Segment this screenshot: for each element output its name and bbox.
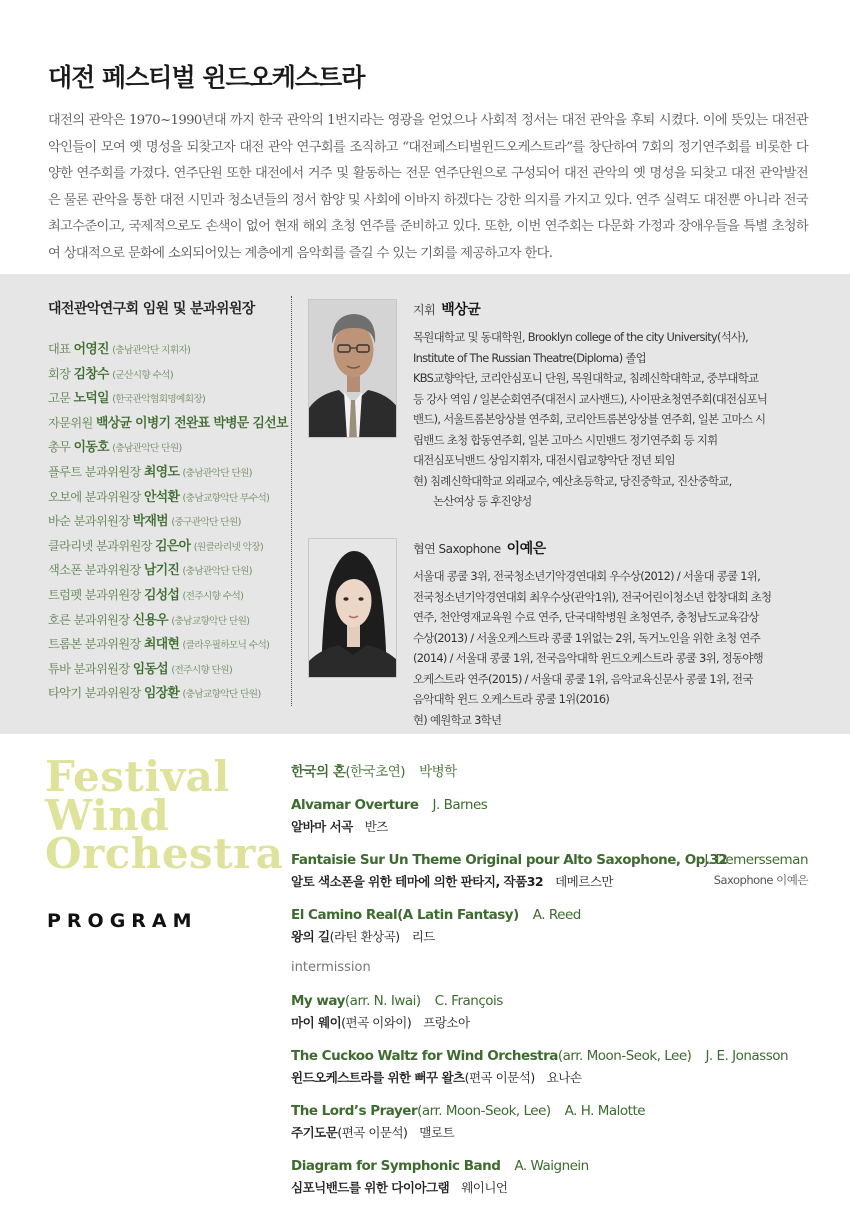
piece-composer: A. H. Malotte (564, 1103, 646, 1119)
member-item (48, 635, 293, 660)
piece-soloist: Saxophone 이예은 (713, 873, 808, 887)
piece-title: Alvamar Overture (291, 797, 419, 813)
soloist-bio-line: 음악대학 윈드 오케스트라 콩쿨 1위(2016) (413, 692, 610, 706)
soloist-photo (308, 538, 397, 678)
program-item (291, 760, 816, 780)
profiles-panel (0, 274, 850, 734)
intro-paragraph: 대전의 관악은 1970~1990년대 까지 한국 관악의 1번지라는 영광을 얻었으나 사회적 정서는 대전 관악을 후퇴 시켰다. 이에 뜻있는 대전관악인들이 모여 옛 명성을 되찾고자 대전 관악 연구회를 조직하고 “대전페스티벌윈드오케스트라”를 창단하여 7회의 정기연주회를 비롯한 다양한 연주회를 가졌다. 연주단원 또한 대전에서 거주 및 활동하는 전문 연주단원으로 구성되어 대전 관악의 옛 명성을 되찾고 대전 관악발전은 물론 관악을 통한 대전 시민과 청소년들의 정서 함양 및 사회에 이바지 하겠다는 강한 의지를 가지고 있다. 연주 실력도 대전뿐 아니라 전국 최고수준이고, 국제적으로도 손색이 없어 현재 해외 초청 연주를 준비하고 있다. 또한, 이번 연주회는 다문화 가정과 장애우들을 특별 초청하여 상대적으로 문화에 소외되어있는 계층에게 음악회를 즐길 수 있는 기회를 제공하고자 한다. (48, 113, 808, 261)
piece-korean-composer: 반즈 (364, 819, 388, 834)
member-note: (원클라리넷 악장) (193, 541, 264, 553)
program-item (291, 993, 816, 1031)
piece-korean-composer: 맬로트 (419, 1125, 455, 1140)
conductor-role: 지휘 (413, 303, 436, 317)
piece-composer: A. Reed (532, 907, 581, 923)
program-item (291, 852, 816, 890)
program-item (291, 1158, 816, 1196)
piece-composer: A. Waignein (514, 1158, 589, 1174)
piece-title: El Camino Real(A Latin Fantasy) (291, 907, 519, 923)
member-role: 고문 (48, 391, 71, 406)
soloist-portrait-image (309, 539, 397, 678)
member-item (48, 537, 293, 562)
member-item (48, 684, 293, 709)
member-note: (전주시향 수석) (182, 590, 244, 602)
piece-arranger: (한국초연) (345, 764, 406, 780)
member-role: 호른 분과위원장 (48, 612, 130, 627)
piece-korean-title: 마이 웨이 (291, 1015, 342, 1030)
program-item-title-line (291, 797, 816, 813)
piece-title: 한국의 혼 (291, 764, 346, 780)
conductor-profile (308, 299, 818, 508)
piece-title: Fantaisie Sur Un Theme Original pour Alto Saxophone, Op.32 (291, 852, 728, 868)
member-note: (충남관악단 단원) (182, 467, 252, 479)
piece-composer: J. Barnes (432, 797, 488, 813)
member-name: 안석환 (143, 489, 180, 505)
member-name: 노덕일 (73, 391, 109, 407)
piece-korean-arranger: (편곡 이문석) (337, 1125, 408, 1140)
piece-title: The Lord’s Prayer (291, 1103, 418, 1119)
program-item-korean-line (291, 817, 816, 835)
program-list (291, 760, 816, 1213)
conductor-name: 백상균 (441, 302, 481, 318)
program-item-title-line (291, 1048, 816, 1064)
conductor-photo (308, 299, 397, 438)
member-name: 백상균 이병기 전완표 박병문 김선보 (95, 415, 288, 431)
soloist-role: 협연 Saxophone (413, 542, 501, 556)
piece-korean-title: 알토 색소폰을 위한 테마에 의한 판타지, 작품32 (291, 874, 544, 889)
program-item-title-line (291, 852, 816, 868)
wordmark-line: Orchestra (45, 829, 284, 878)
member-name: 김은아 (155, 538, 191, 554)
piece-korean-composer: 프랑소아 (423, 1015, 470, 1030)
member-name: 최대현 (143, 637, 180, 653)
program-item-korean-line (291, 1123, 816, 1141)
piece-korean-composer: 요나손 (546, 1070, 582, 1085)
member-item (48, 414, 293, 439)
member-role: 자문위원 (48, 415, 93, 430)
program-item (291, 1103, 816, 1141)
member-note: (군산시향 수석) (112, 369, 173, 381)
member-item (48, 438, 293, 463)
member-role: 색소폰 분과위원장 (48, 563, 141, 578)
piece-korean-arranger: (편곡 이문석) (464, 1070, 535, 1085)
member-item (48, 561, 293, 586)
intermission-label: intermission (291, 960, 371, 975)
piece-korean-title: 심포닉밴드를 위한 다이아그램 (291, 1180, 450, 1195)
program-item-korean-line (291, 1178, 816, 1196)
soloist-bio-line: (2014) / 서울대 콩쿨 1위, 전국음악대학 윈드오케스트라 콩쿨 3위, 정동야행 (413, 651, 763, 665)
piece-korean-title: 주기도문 (291, 1125, 338, 1140)
conductor-info (413, 299, 818, 512)
member-note: (한국관악협회명예회장) (112, 394, 206, 406)
festival-wind-orchestra-wordmark (45, 752, 284, 878)
member-role: 대표 (48, 342, 71, 356)
piece-arranger: (arr. Moon-Seok, Lee) (417, 1103, 551, 1119)
program-item-title-line (291, 1103, 816, 1119)
member-name: 박재범 (132, 514, 169, 530)
soloist-bio-line: 수상(2013) / 서울오케스트라 콩쿨 1위없는 2위, 독거노인을 위한 초청 연주 (413, 630, 761, 645)
member-item (48, 389, 293, 414)
program-item-korean-line (291, 1068, 816, 1086)
conductor-bio-line: 논산여상 등 후진양성 (433, 494, 532, 508)
conductor-bio-line: KBS교향악단, 코리안심포니 단원, 목원대학교, 침례신학대학교, 중부대학교 (413, 371, 759, 385)
conductor-bio-line: 대전심포닉밴드 상임지휘자, 대전시립교향악단 정년 퇴임 (413, 453, 675, 467)
piece-korean-title: 알바마 서곡 (291, 819, 353, 834)
member-role: 클라리넷 분과위원장 (48, 538, 152, 553)
intro-section (48, 58, 808, 267)
wordmark-line: Festival (45, 752, 230, 801)
conductor-bio-line: 현) 침례신학대학교 외래교수, 예산초등학교, 당진중학교, 진산중학교, (413, 473, 732, 488)
member-item (48, 365, 293, 390)
program-item-title-line (291, 907, 816, 923)
piece-arranger: (arr. Moon-Seok, Lee) (557, 1048, 692, 1064)
soloist-heading (413, 538, 818, 558)
member-role: 트롬본 분과위원장 (48, 637, 141, 652)
member-role: 회장 (48, 366, 71, 381)
member-role: 타악기 분과위원장 (48, 686, 141, 701)
member-item (48, 488, 293, 513)
program-item-korean-line (291, 1013, 816, 1031)
member-role: 오보에 분과위원장 (48, 489, 141, 504)
soloist-bio-line: 서울대 콩쿨 3위, 전국청소년기악경연대회 우수상(2012) / 서울대 콩쿨 1위, (413, 569, 761, 583)
soloist-profile (308, 538, 818, 727)
member-name: 이동호 (73, 440, 109, 456)
member-item (48, 463, 293, 488)
member-role: 바순 분과위원장 (48, 514, 130, 529)
piece-korean-composer: 웨이니언 (461, 1180, 508, 1195)
member-name: 임동섭 (132, 661, 169, 677)
member-note: (충남관악단 단원) (112, 443, 182, 455)
piece-korean-arranger: (편곡 이와이) (341, 1015, 412, 1030)
member-note: (충남교향악단 단원) (171, 615, 250, 627)
program-label: PROGRAM (47, 910, 198, 932)
piece-composer: C. François (434, 993, 503, 1009)
member-item (48, 586, 293, 611)
soloist-info (413, 538, 818, 730)
conductor-bio-line: 목원대학교 및 동대학원, Brooklyn college of the city University(석사), (413, 330, 749, 344)
member-note: (중구관악단 단원) (171, 517, 241, 529)
member-note: (충남관악단 단원) (182, 566, 252, 578)
member-name: 신용우 (132, 612, 169, 628)
member-name: 어영진 (73, 342, 109, 357)
program-item-korean-line (291, 927, 816, 945)
page-title: 대전 페스티벌 윈드오케스트라 (48, 63, 365, 92)
soloist-bio (413, 566, 818, 730)
soloist-name: 이예은 (506, 541, 546, 557)
piece-korean-title: 왕의 길 (291, 929, 330, 944)
member-item (48, 660, 293, 685)
soloist-bio-line: 전국청소년기악경연대회 최우수상(관악1위), 전국어린이청소년 합창대회 초청 (413, 589, 772, 604)
member-name: 최영도 (143, 464, 180, 480)
member-note: (충남교향악단 부수석) (182, 492, 270, 504)
member-role: 트럼펫 분과위원장 (48, 587, 141, 602)
member-name: 김창수 (73, 366, 109, 382)
piece-title: Diagram for Symphonic Band (291, 1158, 501, 1174)
member-role: 튜바 분과위원장 (48, 661, 130, 676)
piece-composer: 박병학 (419, 764, 457, 780)
program-item-title-line (291, 760, 816, 780)
conductor-bio (413, 327, 818, 512)
conductor-bio-line: 등 강사 역임 / 일본순회연주(대전시 교사밴드), 사이판초청연주회(대전심포닉 (413, 391, 768, 406)
conductor-bio-line: 밴드), 서울트롬본앙상블 연주회, 코리안트롬본앙상블 연주회, 일본 고마스 시 (413, 412, 766, 426)
member-item (48, 340, 293, 365)
dotted-divider (291, 296, 292, 706)
piece-title: My way (291, 993, 345, 1009)
members-title: 대전관악연구회 임원 및 분과위원장 (48, 301, 255, 317)
program-item-title-line (291, 1158, 816, 1174)
wordmark-line: Wind (45, 790, 170, 840)
program-item (291, 797, 816, 835)
conductor-portrait-image (309, 300, 397, 438)
soloist-bio-line: 연주, 천안영재교육원 수료 연주, 단국대학병원 초청연주, 충청남도교육감상 (413, 610, 759, 624)
piece-arranger: (arr. N. Iwai) (344, 993, 421, 1009)
member-name: 남기진 (143, 563, 180, 579)
soloist-bio-line: 오케스트라 연주(2015) / 서울대 콩쿨 1위, 음악교육신문사 콩쿨 1위, 전국 (413, 671, 753, 686)
member-note: (충남교향악단 단원) (182, 689, 261, 701)
program-item-korean-line (291, 872, 816, 890)
piece-korean-composer: 리드 (411, 929, 435, 944)
member-item (48, 512, 293, 537)
member-note: (충남관악단 지휘자) (112, 345, 191, 356)
piece-composer: J. Demersseman (704, 852, 808, 868)
member-name: 임장환 (143, 686, 180, 702)
members-list-panel (48, 298, 293, 709)
piece-korean-title: 윈드오케스트라를 위한 뻐꾸 왈츠 (291, 1070, 465, 1085)
member-item (48, 611, 293, 636)
soloist-bio-line: 현) 예원학교 3학년 (413, 712, 502, 727)
member-note: (클라우필하모닉 수석) (182, 640, 270, 652)
members-list (48, 340, 293, 709)
conductor-bio-line: Institute of The Russian Theatre(Diploma) 졸업 (413, 350, 646, 365)
conductor-heading (413, 299, 818, 319)
conductor-bio-line: 립밴드 초청 합동연주회, 일본 고마스 시민밴드 정기연주회 등 지휘 (413, 432, 718, 447)
program-item-title-line (291, 993, 816, 1009)
program-item (291, 907, 816, 945)
piece-korean-composer: 데메르스만 (555, 874, 613, 889)
piece-korean-arranger: (라틴 환상곡) (329, 929, 400, 944)
piece-composer: J. E. Jonasson (705, 1048, 789, 1064)
member-role: 플루트 분과위원장 (48, 464, 141, 479)
piece-title: The Cuckoo Waltz for Wind Orchestra (291, 1048, 558, 1064)
program-item (291, 1048, 816, 1086)
member-role: 총무 (48, 440, 71, 455)
member-note: (전주시향 단원) (171, 664, 233, 676)
member-name: 김성섭 (143, 587, 180, 603)
